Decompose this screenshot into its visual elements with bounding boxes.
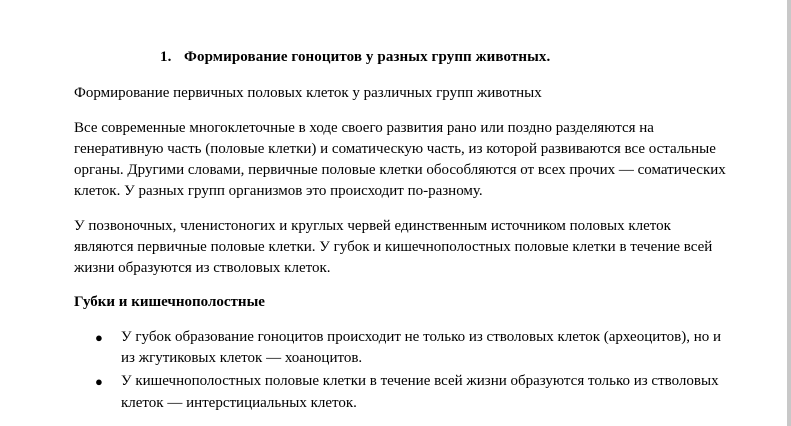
paragraph-line: У позвоночных, членистоногих и круглых червей единственным источником половых клеток <box>74 218 671 234</box>
section-heading: Губки и кишечнополостные <box>74 294 265 310</box>
paragraph-line: клеток. У разных групп организмов это происходит по-разному. <box>74 183 483 199</box>
paragraph-line: являются первичные половые клетки. У губок и кишечнополостных половые клетки в течение всей <box>74 239 713 255</box>
list-item-line: клеток — интерстициальных клеток. <box>121 395 357 411</box>
page-title <box>160 49 550 66</box>
list-item-line: У кишечнополостных половые клетки в течение всей жизни образуются только из стволовых <box>121 373 719 389</box>
paragraph-line: Все современные многоклеточные в ходе своего развития рано или поздно разделяются на <box>74 120 654 136</box>
list-item-line: из жгутиковых клеток — хоаноцитов. <box>121 350 363 366</box>
bullet-icon: ● <box>95 330 103 345</box>
page-edge-divider <box>787 0 791 426</box>
paragraph-line: органы. Другими словами, первичные половые клетки обособляются от всех прочих — соматических <box>74 162 726 178</box>
bullet-icon: ● <box>95 374 103 389</box>
heading-text: Формирование гоноцитов у разных групп животных. <box>184 49 551 65</box>
subtitle-line: Формирование первичных половых клеток у различных групп животных <box>74 85 542 101</box>
paragraph-line: генеративную часть (половые клетки) и соматическую часть, из которой развиваются все остальные <box>74 141 716 157</box>
heading-number: 1. <box>160 49 172 65</box>
paragraph-line: жизни образуются из стволовых клеток. <box>74 260 331 276</box>
list-item-line: У губок образование гоноцитов происходит не только из стволовых клеток (археоцитов), но и <box>121 329 721 345</box>
